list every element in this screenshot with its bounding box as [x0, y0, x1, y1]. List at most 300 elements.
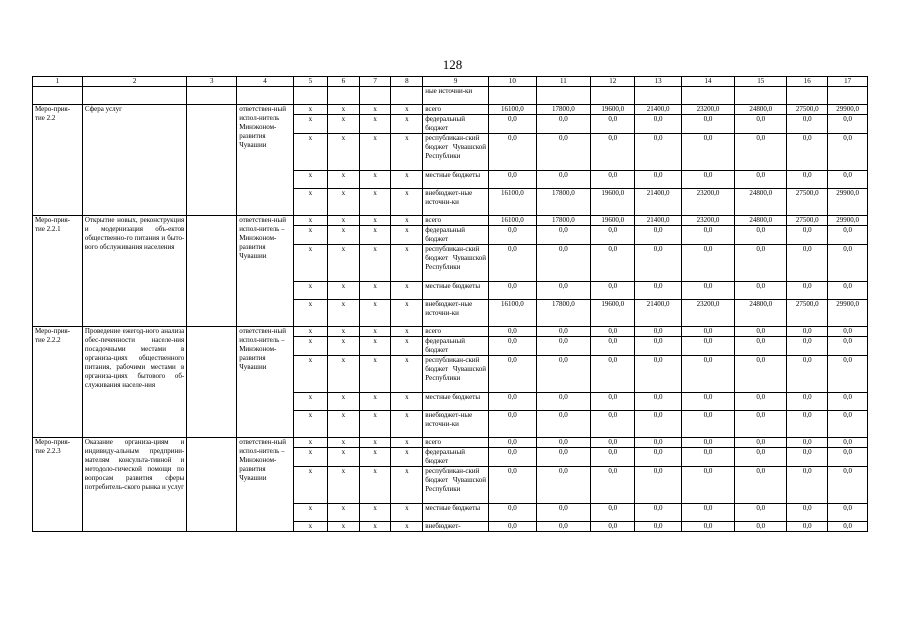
- value-cell: 0,0: [591, 282, 635, 300]
- value-cell: 0,0: [635, 171, 682, 189]
- header-cell: 8: [391, 77, 423, 87]
- value-cell: 0,0: [536, 282, 590, 300]
- value-cell: 0,0: [591, 337, 635, 356]
- source-cell: республикан-ский бюджет Чувашской Республики: [423, 134, 489, 171]
- code-cell: x: [327, 356, 359, 393]
- value-cell: 0,0: [735, 337, 787, 356]
- value-cell: 0,0: [828, 467, 868, 504]
- value-cell: 0,0: [787, 134, 828, 171]
- code-cell: x: [391, 467, 423, 504]
- source-cell: местные бюджеты: [423, 393, 489, 411]
- value-cell: 19600,0: [591, 300, 635, 327]
- code-cell: x: [391, 115, 423, 134]
- value-cell: 0,0: [681, 115, 734, 134]
- value-cell: 0,0: [536, 522, 590, 532]
- value-cell: 0,0: [787, 337, 828, 356]
- value-cell: 0,0: [681, 327, 734, 337]
- value-cell: 0,0: [536, 504, 590, 522]
- value-cell: 0,0: [591, 171, 635, 189]
- value-cell: 0,0: [536, 327, 590, 337]
- empty-cell: [536, 87, 590, 105]
- code-cell: x: [359, 171, 391, 189]
- value-cell: 0,0: [681, 337, 734, 356]
- code-cell: x: [391, 134, 423, 171]
- code-cell: x: [391, 300, 423, 327]
- value-cell: 27500,0: [787, 189, 828, 216]
- code-cell: x: [293, 504, 327, 522]
- value-cell: 0,0: [735, 171, 787, 189]
- source-cell: ные источни-ки: [423, 87, 489, 105]
- empty-cell: [187, 105, 237, 216]
- value-cell: 0,0: [591, 115, 635, 134]
- value-cell: 0,0: [681, 467, 734, 504]
- code-cell: x: [327, 411, 359, 438]
- value-cell: 0,0: [787, 467, 828, 504]
- header-cell: 2: [82, 77, 186, 87]
- value-cell: 0,0: [828, 393, 868, 411]
- value-cell: 0,0: [681, 504, 734, 522]
- responsible-executor: ответствен-ный испол-нитель – Минэконом-развития Чувашии: [237, 438, 294, 532]
- code-cell: x: [293, 226, 327, 245]
- budget-table: [32, 76, 868, 532]
- empty-cell: [327, 87, 359, 105]
- table-row: [33, 105, 868, 115]
- empty-cell: [187, 87, 237, 105]
- value-cell: 24800,0: [735, 105, 787, 115]
- value-cell: 27500,0: [787, 300, 828, 327]
- code-cell: x: [391, 522, 423, 532]
- value-cell: 0,0: [787, 504, 828, 522]
- value-cell: 0,0: [828, 504, 868, 522]
- value-cell: 0,0: [787, 245, 828, 282]
- value-cell: 24800,0: [735, 189, 787, 216]
- code-cell: x: [293, 189, 327, 216]
- code-cell: x: [359, 356, 391, 393]
- code-cell: x: [293, 448, 327, 467]
- empty-cell: [787, 87, 828, 105]
- measure-label: Меро-прия-тие 2.2.3: [33, 438, 83, 532]
- code-cell: x: [327, 337, 359, 356]
- code-cell: x: [391, 337, 423, 356]
- value-cell: 0,0: [787, 226, 828, 245]
- value-cell: 0,0: [536, 448, 590, 467]
- value-cell: 0,0: [635, 504, 682, 522]
- value-cell: 0,0: [787, 171, 828, 189]
- header-cell: 10: [489, 77, 537, 87]
- value-cell: 0,0: [635, 327, 682, 337]
- value-cell: 17800,0: [536, 189, 590, 216]
- source-cell: федеральный бюджет: [423, 337, 489, 356]
- value-cell: 0,0: [681, 171, 734, 189]
- code-cell: x: [327, 171, 359, 189]
- measure-name: Сфера услуг: [82, 105, 186, 216]
- value-cell: 0,0: [828, 282, 868, 300]
- code-cell: x: [327, 245, 359, 282]
- empty-cell: [187, 216, 237, 327]
- code-cell: x: [327, 115, 359, 134]
- value-cell: 0,0: [681, 134, 734, 171]
- value-cell: 27500,0: [787, 216, 828, 226]
- value-cell: 0,0: [591, 411, 635, 438]
- value-cell: 24800,0: [735, 216, 787, 226]
- code-cell: x: [359, 393, 391, 411]
- value-cell: 0,0: [828, 327, 868, 337]
- header-cell: 4: [237, 77, 294, 87]
- header-row: [33, 77, 868, 87]
- value-cell: 0,0: [828, 356, 868, 393]
- code-cell: x: [327, 300, 359, 327]
- value-cell: 29900,0: [828, 216, 868, 226]
- value-cell: 0,0: [489, 245, 537, 282]
- value-cell: 0,0: [681, 522, 734, 532]
- header-cell: 15: [735, 77, 787, 87]
- value-cell: 0,0: [828, 411, 868, 438]
- value-cell: 0,0: [735, 467, 787, 504]
- value-cell: 0,0: [735, 438, 787, 448]
- value-cell: 23200,0: [681, 216, 734, 226]
- value-cell: 17800,0: [536, 216, 590, 226]
- code-cell: x: [293, 356, 327, 393]
- header-cell: 14: [681, 77, 734, 87]
- code-cell: x: [359, 300, 391, 327]
- value-cell: 0,0: [635, 245, 682, 282]
- code-cell: x: [391, 356, 423, 393]
- value-cell: 0,0: [635, 522, 682, 532]
- source-cell: всего: [423, 216, 489, 226]
- empty-cell: [489, 87, 537, 105]
- responsible-executor: ответствен-ный испол-нитель Минэконом-развития Чувашии: [237, 105, 294, 216]
- empty-cell: [359, 87, 391, 105]
- code-cell: x: [359, 411, 391, 438]
- value-cell: 0,0: [591, 245, 635, 282]
- code-cell: x: [359, 467, 391, 504]
- value-cell: 23200,0: [681, 300, 734, 327]
- empty-cell: [293, 87, 327, 105]
- code-cell: x: [327, 448, 359, 467]
- value-cell: 0,0: [489, 411, 537, 438]
- empty-cell: [681, 87, 734, 105]
- value-cell: 0,0: [735, 356, 787, 393]
- value-cell: 0,0: [591, 356, 635, 393]
- value-cell: 0,0: [735, 411, 787, 438]
- value-cell: 0,0: [489, 327, 537, 337]
- value-cell: 0,0: [828, 448, 868, 467]
- code-cell: x: [391, 393, 423, 411]
- table-row: [33, 438, 868, 448]
- value-cell: 29900,0: [828, 105, 868, 115]
- value-cell: 17800,0: [536, 105, 590, 115]
- value-cell: 0,0: [489, 337, 537, 356]
- code-cell: x: [359, 105, 391, 115]
- code-cell: x: [293, 467, 327, 504]
- value-cell: 0,0: [828, 115, 868, 134]
- value-cell: 19600,0: [591, 105, 635, 115]
- value-cell: 0,0: [828, 226, 868, 245]
- source-cell: внебюджет-: [423, 522, 489, 532]
- code-cell: x: [327, 522, 359, 532]
- code-cell: x: [293, 134, 327, 171]
- value-cell: 0,0: [591, 467, 635, 504]
- code-cell: x: [391, 226, 423, 245]
- source-cell: всего: [423, 438, 489, 448]
- empty-cell: [33, 87, 83, 105]
- value-cell: 0,0: [489, 448, 537, 467]
- value-cell: 0,0: [681, 448, 734, 467]
- value-cell: 0,0: [591, 327, 635, 337]
- empty-cell: [828, 87, 868, 105]
- header-cell: 7: [359, 77, 391, 87]
- code-cell: x: [327, 189, 359, 216]
- source-cell: внебюджет-ные источни-ки: [423, 189, 489, 216]
- value-cell: 0,0: [536, 245, 590, 282]
- value-cell: 0,0: [489, 467, 537, 504]
- code-cell: x: [391, 189, 423, 216]
- value-cell: 0,0: [787, 393, 828, 411]
- measure-name: Проведение ежегод-ного анализа обес-печенности населе-ния посадочными местами в организа-циях общественного питания, рабочими местами в организа-циях бытового об-служивания населе-ния: [82, 327, 186, 438]
- value-cell: 0,0: [735, 115, 787, 134]
- code-cell: x: [293, 522, 327, 532]
- value-cell: 0,0: [681, 438, 734, 448]
- code-cell: x: [359, 438, 391, 448]
- code-cell: x: [359, 226, 391, 245]
- source-cell: федеральный бюджет: [423, 115, 489, 134]
- value-cell: 23200,0: [681, 189, 734, 216]
- source-cell: республикан-ский бюджет Чувашской Республики: [423, 467, 489, 504]
- code-cell: x: [391, 438, 423, 448]
- value-cell: 0,0: [787, 438, 828, 448]
- value-cell: 21400,0: [635, 216, 682, 226]
- header-cell: 6: [327, 77, 359, 87]
- code-cell: x: [293, 216, 327, 226]
- measure-label: Меро-прия-тие 2.2.1: [33, 216, 83, 327]
- code-cell: x: [359, 337, 391, 356]
- code-cell: x: [327, 216, 359, 226]
- page-number: 128: [442, 57, 463, 72]
- value-cell: 0,0: [635, 393, 682, 411]
- measure-label: Меро-прия-тие 2.2.2: [33, 327, 83, 438]
- code-cell: x: [391, 504, 423, 522]
- value-cell: 0,0: [635, 411, 682, 438]
- code-cell: x: [293, 337, 327, 356]
- value-cell: 0,0: [489, 393, 537, 411]
- value-cell: 0,0: [681, 245, 734, 282]
- code-cell: x: [359, 134, 391, 171]
- value-cell: 0,0: [735, 327, 787, 337]
- value-cell: 0,0: [828, 438, 868, 448]
- code-cell: x: [391, 282, 423, 300]
- table-row: [33, 216, 868, 226]
- value-cell: 21400,0: [635, 105, 682, 115]
- value-cell: 0,0: [489, 356, 537, 393]
- header-cell: 5: [293, 77, 327, 87]
- value-cell: 0,0: [489, 226, 537, 245]
- source-cell: местные бюджеты: [423, 504, 489, 522]
- header-cell: 13: [635, 77, 682, 87]
- code-cell: x: [293, 105, 327, 115]
- value-cell: 0,0: [735, 504, 787, 522]
- value-cell: 0,0: [536, 337, 590, 356]
- value-cell: 0,0: [536, 438, 590, 448]
- value-cell: 0,0: [787, 115, 828, 134]
- continuation-row: [33, 87, 868, 105]
- code-cell: x: [293, 411, 327, 438]
- value-cell: 0,0: [489, 438, 537, 448]
- source-cell: республикан-ский бюджет Чувашской Республики: [423, 356, 489, 393]
- value-cell: 0,0: [536, 226, 590, 245]
- code-cell: x: [359, 216, 391, 226]
- value-cell: 0,0: [735, 448, 787, 467]
- value-cell: 0,0: [735, 393, 787, 411]
- header-cell: 1: [33, 77, 83, 87]
- value-cell: 16100,0: [489, 300, 537, 327]
- code-cell: x: [293, 245, 327, 282]
- value-cell: 0,0: [489, 282, 537, 300]
- value-cell: 0,0: [635, 467, 682, 504]
- source-cell: местные бюджеты: [423, 282, 489, 300]
- value-cell: 0,0: [787, 327, 828, 337]
- value-cell: 0,0: [681, 356, 734, 393]
- value-cell: 0,0: [828, 245, 868, 282]
- value-cell: 0,0: [828, 134, 868, 171]
- code-cell: x: [293, 115, 327, 134]
- value-cell: 0,0: [635, 226, 682, 245]
- value-cell: 0,0: [635, 448, 682, 467]
- value-cell: 29900,0: [828, 300, 868, 327]
- code-cell: x: [327, 327, 359, 337]
- value-cell: 0,0: [591, 522, 635, 532]
- value-cell: 21400,0: [635, 300, 682, 327]
- value-cell: 16100,0: [489, 105, 537, 115]
- responsible-executor: ответствен-ный испол-нитель – Минэконом-развития Чувашии: [237, 327, 294, 438]
- value-cell: 0,0: [787, 282, 828, 300]
- code-cell: x: [327, 134, 359, 171]
- source-cell: всего: [423, 105, 489, 115]
- value-cell: 0,0: [635, 282, 682, 300]
- table-row: [33, 327, 868, 337]
- empty-cell: [635, 87, 682, 105]
- code-cell: x: [327, 226, 359, 245]
- measure-name: Оказание организа-циям и индивиду-альным предприни-мателям консульта-тивной и методоло-гической помощи по вопросам развития сферы потребитель-ского рынка и услуг: [82, 438, 186, 532]
- code-cell: x: [391, 448, 423, 467]
- value-cell: 0,0: [536, 115, 590, 134]
- value-cell: 24800,0: [735, 300, 787, 327]
- value-cell: 0,0: [681, 411, 734, 438]
- code-cell: x: [359, 327, 391, 337]
- empty-cell: [187, 438, 237, 532]
- value-cell: 0,0: [591, 134, 635, 171]
- value-cell: 0,0: [591, 226, 635, 245]
- code-cell: x: [327, 467, 359, 504]
- source-cell: внебюджет-ные источни-ки: [423, 300, 489, 327]
- empty-cell: [391, 87, 423, 105]
- header-cell: 17: [828, 77, 868, 87]
- empty-cell: [237, 87, 294, 105]
- value-cell: 0,0: [536, 467, 590, 504]
- value-cell: 0,0: [635, 134, 682, 171]
- measure-name: Открытие новых, реконструкция и модернизация объ-ектов общественно-го питания и быто-вого обслуживания населения: [82, 216, 186, 327]
- value-cell: 0,0: [787, 411, 828, 438]
- value-cell: 0,0: [536, 134, 590, 171]
- header-cell: 16: [787, 77, 828, 87]
- code-cell: x: [293, 300, 327, 327]
- value-cell: 0,0: [635, 438, 682, 448]
- value-cell: 16100,0: [489, 216, 537, 226]
- value-cell: 0,0: [735, 226, 787, 245]
- responsible-executor: ответствен-ный испол-нитель – Минэконом-развития Чувашии: [237, 216, 294, 327]
- code-cell: x: [359, 448, 391, 467]
- value-cell: 0,0: [735, 282, 787, 300]
- code-cell: x: [293, 171, 327, 189]
- code-cell: x: [293, 438, 327, 448]
- value-cell: 0,0: [591, 448, 635, 467]
- value-cell: 21400,0: [635, 189, 682, 216]
- value-cell: 16100,0: [489, 189, 537, 216]
- source-cell: местные бюджеты: [423, 171, 489, 189]
- code-cell: x: [359, 282, 391, 300]
- code-cell: x: [327, 105, 359, 115]
- value-cell: 0,0: [735, 522, 787, 532]
- code-cell: x: [327, 504, 359, 522]
- value-cell: 0,0: [635, 356, 682, 393]
- value-cell: 29900,0: [828, 189, 868, 216]
- value-cell: 0,0: [536, 411, 590, 438]
- value-cell: 17800,0: [536, 300, 590, 327]
- code-cell: x: [327, 282, 359, 300]
- code-cell: x: [359, 522, 391, 532]
- code-cell: x: [359, 189, 391, 216]
- source-cell: всего: [423, 327, 489, 337]
- code-cell: x: [293, 327, 327, 337]
- value-cell: 0,0: [787, 356, 828, 393]
- value-cell: 0,0: [489, 522, 537, 532]
- header-cell: 9: [423, 77, 489, 87]
- value-cell: 0,0: [681, 282, 734, 300]
- code-cell: x: [359, 115, 391, 134]
- source-cell: федеральный бюджет: [423, 226, 489, 245]
- value-cell: 0,0: [681, 226, 734, 245]
- source-cell: федеральный бюджет: [423, 448, 489, 467]
- empty-cell: [187, 327, 237, 438]
- value-cell: 0,0: [536, 356, 590, 393]
- value-cell: 0,0: [489, 115, 537, 134]
- value-cell: 0,0: [828, 337, 868, 356]
- code-cell: x: [391, 327, 423, 337]
- header-cell: 3: [187, 77, 237, 87]
- empty-cell: [82, 87, 186, 105]
- header-cell: 12: [591, 77, 635, 87]
- empty-cell: [735, 87, 787, 105]
- code-cell: x: [391, 105, 423, 115]
- value-cell: 0,0: [591, 393, 635, 411]
- header-cell: 11: [536, 77, 590, 87]
- value-cell: 0,0: [489, 134, 537, 171]
- value-cell: 0,0: [591, 504, 635, 522]
- code-cell: x: [359, 504, 391, 522]
- value-cell: 0,0: [591, 438, 635, 448]
- value-cell: 0,0: [489, 171, 537, 189]
- code-cell: x: [327, 438, 359, 448]
- code-cell: x: [391, 245, 423, 282]
- source-cell: внебюджет-ные источни-ки: [423, 411, 489, 438]
- code-cell: x: [293, 282, 327, 300]
- value-cell: 0,0: [735, 134, 787, 171]
- code-cell: x: [327, 393, 359, 411]
- code-cell: x: [391, 216, 423, 226]
- value-cell: 0,0: [828, 171, 868, 189]
- value-cell: 0,0: [489, 504, 537, 522]
- value-cell: 0,0: [635, 115, 682, 134]
- value-cell: 0,0: [787, 448, 828, 467]
